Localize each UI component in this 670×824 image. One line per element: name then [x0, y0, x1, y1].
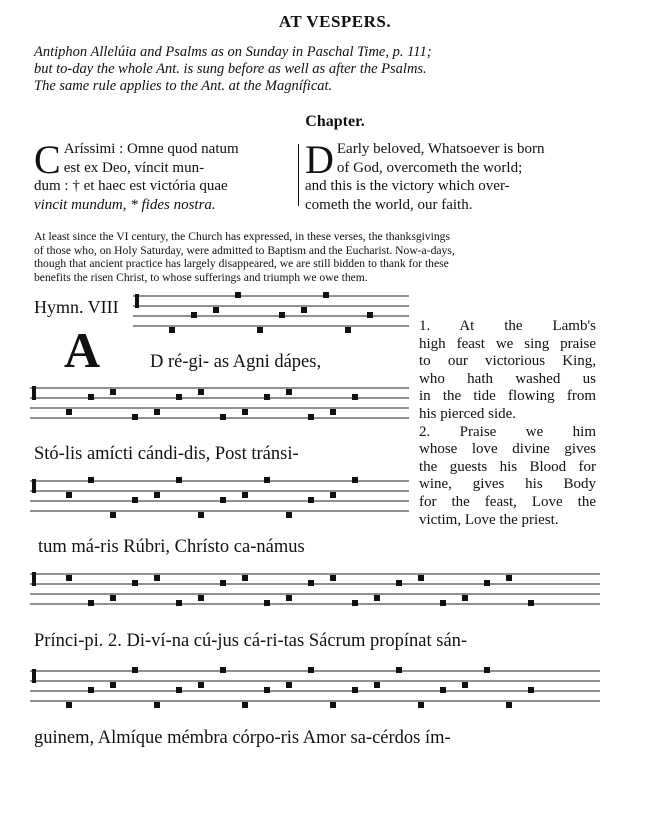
music-staff [30, 665, 600, 709]
neume [352, 687, 358, 693]
neume [154, 702, 160, 708]
neume [308, 580, 314, 586]
neume [220, 414, 226, 420]
neume [506, 702, 512, 708]
neume [242, 575, 248, 581]
english-line: Early beloved, Whatsoever is born [336, 141, 545, 157]
note-line: though that ancient practice has largely disappeared, we are still bidden to thank for these [34, 257, 449, 270]
neume [528, 687, 534, 693]
translation-line: 2. Praise we him [419, 423, 596, 440]
neume [220, 667, 226, 673]
translation-line: in the tide flowing from [419, 388, 596, 405]
neume [418, 702, 424, 708]
neume [418, 575, 424, 581]
neume [176, 600, 182, 606]
neume [213, 307, 219, 313]
neume [176, 394, 182, 400]
neume [374, 682, 380, 688]
neume [110, 389, 116, 395]
neume [484, 580, 490, 586]
translation-line: victim, Love the priest. [419, 511, 559, 528]
neume [198, 389, 204, 395]
neume [132, 667, 138, 673]
neume [352, 477, 358, 483]
translation-line: his pierced side. [419, 405, 517, 422]
neume [264, 687, 270, 693]
neume [154, 492, 160, 498]
clef [32, 669, 36, 683]
clef [32, 572, 36, 586]
neume [462, 682, 468, 688]
neume [352, 394, 358, 400]
latin-line: dum : † et haec est victória quae [34, 178, 228, 194]
latin-line: Aríssimi : Omne quod natum [63, 141, 239, 157]
neume [66, 409, 72, 415]
neume [323, 292, 329, 298]
neume [88, 600, 94, 606]
neume [66, 492, 72, 498]
hymn-lyric-line: Stó-lis amícti cándi-dis, Post tránsi- [34, 444, 299, 464]
neume [235, 292, 241, 298]
neume [88, 687, 94, 693]
neume [308, 414, 314, 420]
neume [330, 575, 336, 581]
neume [286, 595, 292, 601]
page-title: AT VESPERS. [278, 12, 392, 31]
neume [279, 312, 285, 318]
note-line: of those who, on Holy Saturday, were admitted to Baptism and the Eucharist. Now-a-days, [34, 243, 455, 257]
english-line: and this is the victory which over- [305, 178, 510, 194]
translation-line: high feast we sing praise [419, 335, 596, 352]
neume [198, 595, 204, 601]
neume [169, 327, 175, 333]
neume [220, 497, 226, 503]
neume [132, 414, 138, 420]
music-staff [30, 475, 409, 519]
neume [66, 702, 72, 708]
translation-line: whose love divine gives [419, 441, 596, 458]
neume [286, 389, 292, 395]
dropcap-latin: C [34, 137, 61, 182]
hymn-initial: A [64, 322, 101, 378]
rubric-intro [34, 44, 634, 95]
chapter-heading: Chapter. [305, 113, 365, 130]
neume [440, 687, 446, 693]
neume [198, 512, 204, 518]
intro-line: but to-day the whole Ant. is sung before as well as after the Psalms. [34, 61, 427, 77]
neume [330, 409, 336, 415]
neume [176, 477, 182, 483]
clef [32, 479, 36, 493]
neume [462, 595, 468, 601]
neume [132, 580, 138, 586]
neume [484, 667, 490, 673]
neume [110, 512, 116, 518]
latin-line: vincit mundum, * fides nostra. [34, 196, 216, 213]
neume [110, 595, 116, 601]
neume [506, 575, 512, 581]
neume [242, 492, 248, 498]
neume [440, 600, 446, 606]
neume [367, 312, 373, 318]
hymn-lyric-line: Prínci-pi. 2. Di-ví-na cú-jus cá-ri-tas Sácrum propínat sán- [34, 631, 468, 651]
hymn-translation [419, 318, 596, 529]
hymn-lyric-line: guinem, Almíque mémbra córpo-ris Amor sa-cérdos ím- [34, 728, 451, 748]
hymn-lyric-line: D ré-gi- as Agni dápes, [150, 352, 322, 372]
translation-line: to our victorious King, [419, 353, 596, 370]
chapter-latin [34, 137, 291, 214]
intro-line: The same rule applies to the Ant. at the Magníficat. [34, 78, 333, 94]
neume [286, 512, 292, 518]
historical-note [34, 230, 634, 284]
music-staff [30, 568, 600, 612]
neume [176, 687, 182, 693]
translation-line: 1. At the Lamb's [419, 318, 596, 334]
latin-line: est ex Deo, víncit mun- [63, 159, 205, 176]
english-line: of God, overcometh the world; [336, 159, 523, 176]
neume [396, 667, 402, 673]
neume [330, 492, 336, 498]
neume [88, 394, 94, 400]
neume [88, 477, 94, 483]
neume [264, 477, 270, 483]
neume [66, 575, 72, 581]
neume [242, 702, 248, 708]
neume [154, 575, 160, 581]
translation-line: who hath washed us [419, 370, 596, 387]
neume [352, 600, 358, 606]
neume [191, 312, 197, 318]
neume [308, 497, 314, 503]
note-line: At least since the VI century, the Church has expressed, in these verses, the thanksgivings [34, 230, 450, 243]
note-line: benefits the risen Christ, to whose sufferings and triumph we owe them. [34, 270, 368, 284]
neume [154, 409, 160, 415]
translation-line: wine, gives his Body [419, 476, 596, 493]
hymn-label: Hymn. VIII [34, 297, 119, 317]
neume [242, 409, 248, 415]
neume [132, 497, 138, 503]
neume [264, 394, 270, 400]
translation-line: the guests his Blood for [419, 458, 596, 475]
music-staff [30, 382, 409, 426]
english-line: cometh the world, our faith. [305, 196, 473, 213]
neume [264, 600, 270, 606]
neume [220, 580, 226, 586]
neume [308, 667, 314, 673]
clef [32, 386, 36, 400]
neume [198, 682, 204, 688]
chapter-english [305, 137, 597, 214]
neume [110, 682, 116, 688]
clef [135, 294, 139, 308]
intro-line: Antiphon Allelúia and Psalms as on Sunday in Paschal Time, p. 111; [34, 44, 432, 60]
hymn-lyric-line: tum má-ris Rúbri, Chrísto ca-námus [38, 537, 305, 557]
neume [257, 327, 263, 333]
column-divider [298, 144, 299, 206]
neume [345, 327, 351, 333]
neume [330, 702, 336, 708]
dropcap-english: D [305, 137, 334, 182]
neume [301, 307, 307, 313]
translation-line: for the feast, Love the [419, 493, 596, 510]
neume [396, 580, 402, 586]
music-staff [133, 290, 409, 334]
neume [528, 600, 534, 606]
neume [374, 595, 380, 601]
neume [286, 682, 292, 688]
